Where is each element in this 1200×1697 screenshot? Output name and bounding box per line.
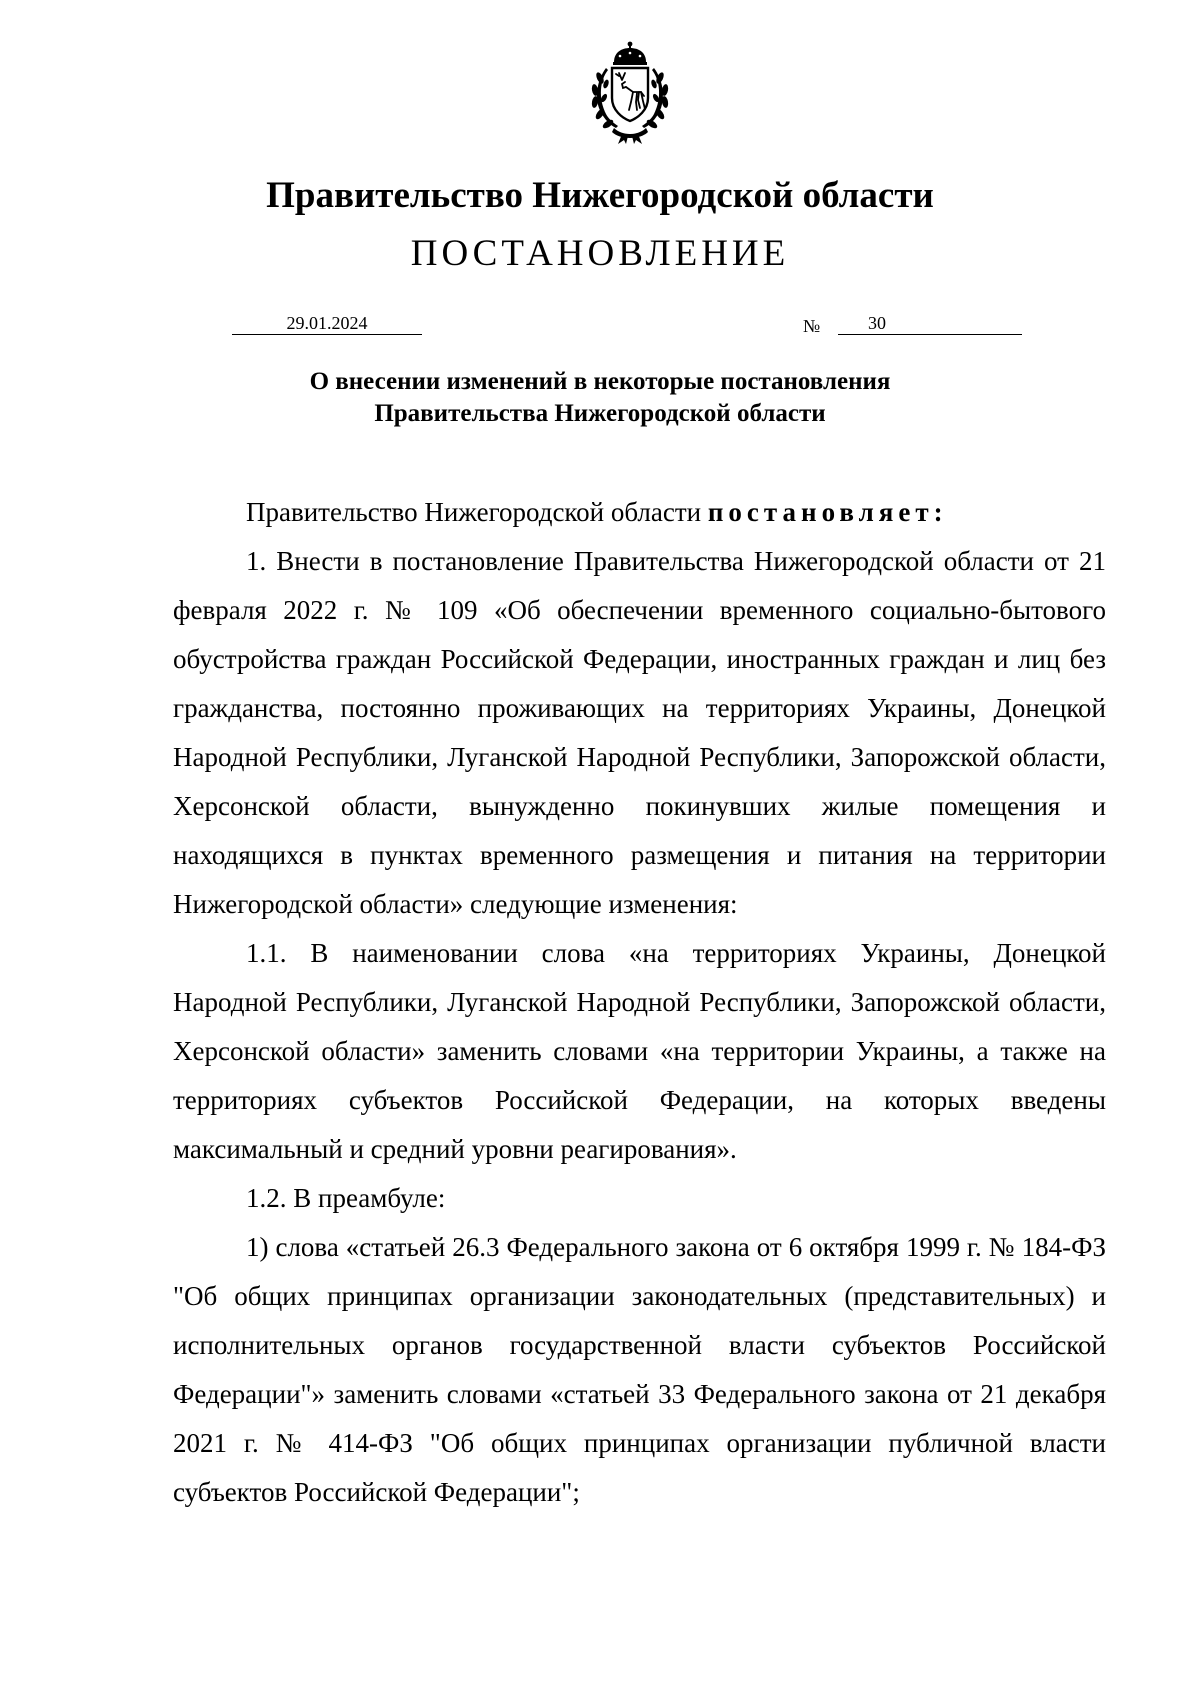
government-name: Правительство Нижегородской области <box>266 175 934 216</box>
document-number: 30 <box>868 313 886 333</box>
intro-action: постановляет: <box>707 497 948 527</box>
paragraph-1-2-item-1: 1) слова «статьей 26.3 Федерального закона от 6 октября 1999 г. № 184-ФЗ "Об общих принципах организации законодательных (представительных) и исполнительных органов государственной власти субъектов Российской Федерации"» заменить словами «статьей 33 Федерального закона от 21 декабря 2021 г. № 414-ФЗ "Об общих принципах организации публичной власти субъектов Российской Федерации"; <box>173 1232 1106 1507</box>
paragraph-1-1: 1.1. В наименовании слова «на территориях Украины, Донецкой Народной Республики, Луганской Народной Республики, Запорожской области, Херсонской области» заменить словами «на территории Украины, а также на территориях субъектов Российской Федерации, на которых введены максимальный и средний уровни реагирования». <box>173 938 1106 1164</box>
subject-line-2: Правительства Нижегородской области <box>374 400 826 427</box>
intro-prefix: Правительство Нижегородской области <box>246 497 702 527</box>
document-date: 29.01.2024 <box>232 312 422 335</box>
subject-line-1: О внесении изменений в некоторые постановления <box>309 368 891 395</box>
paragraph-1: 1. Внести в постановление Правительства Нижегородской области от 21 февраля 2022 г. № 109 «Об обеспечении временного социально-бытового обустройства граждан Российской Федерации, иностранных граждан и лиц без гражданства, постоянно проживающих на территориях Украины, Донецкой Народной Республики, Луганской Народной Республики, Запорожской области, Херсонской области, вынужденно покинувших жилые помещения и находящихся в пунктах временного размещения и питания на территории Нижегородской области» следующие изменения: <box>173 546 1106 919</box>
document-number-field <box>838 312 1022 335</box>
paragraph-1-2: 1.2. В преамбуле: <box>246 1183 446 1213</box>
document-type: ПОСТАНОВЛЕНИЕ <box>410 233 790 274</box>
intro-paragraph <box>173 488 1106 537</box>
number-label: № <box>803 316 821 336</box>
document-body <box>173 488 1106 1517</box>
coat-of-arms-icon <box>578 40 682 146</box>
document-subject <box>0 366 1200 430</box>
